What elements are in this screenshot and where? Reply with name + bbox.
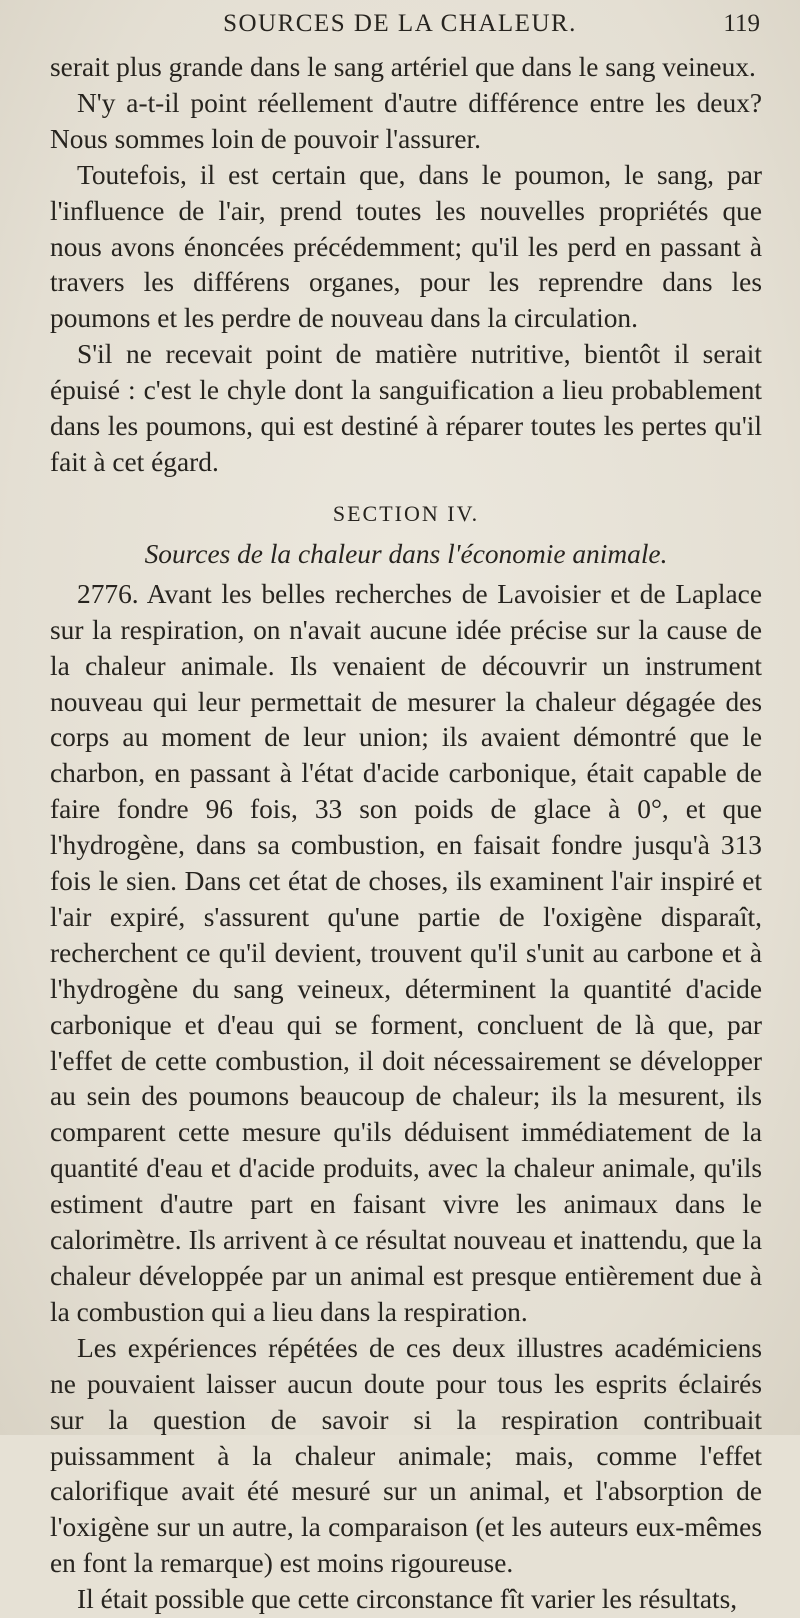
page-number: 119	[723, 10, 760, 37]
paragraph: Les expériences répétées de ces deux illustres académiciens ne pouvaient laisser aucun doute pour tous les esprits éclairés sur la question de savoir si la respiration contribuait puissamment à la chaleur animale; mais, comme l'effet calorifique avait été mesuré sur un animal, et l'absorption de l'oxigène sur un autre, la comparaison (et les auteurs eux-mêmes en font la remarque) est moins rigoureuse.	[50, 1332, 762, 1579]
paragraph: Il était possible que cette circonstance fît varier les résultats,	[77, 1584, 738, 1615]
paragraph: S'il ne recevait point de matière nutritive, bientôt il serait épuisé : c'est le chyle dont la sanguification a lieu probablement dans les poumons, qui est destiné à réparer toutes les pertes qu'il fait à cet égard.	[50, 339, 762, 477]
paragraph: N'y a-t-il point réellement d'autre différence entre les deux? Nous sommes loin de pouvoir l'assurer.	[50, 87, 762, 154]
section-subtitle: Sources de la chaleur dans l'économie animale.	[144, 538, 668, 569]
paragraph: Toutefois, il est certain que, dans le poumon, le sang, par l'influence de l'air, prend toutes les nouvelles propriétés que nous avons énoncées précédemment; qu'il les perd en passant à travers les différens organes, pour les reprendre dans les poumons et les perdre de nouveau dans la circulation.	[50, 159, 762, 334]
running-head	[0, 10, 800, 46]
section-heading: SECTION IV.	[332, 500, 480, 526]
body-text	[50, 50, 762, 1618]
paragraph-2776: 2776. Avant les belles recherches de Lavoisier et de Laplace sur la respiration, on n'avait aucune idée précise sur la cause de la chaleur animale. Ils venaient de découvrir un instrument nouveau qui leur permettait de mesurer la chaleur dégagée des corps au moment de leur union; ils avaient démontré que le charbon, en passant à l'état d'acide carbonique, était capable de faire fondre 96 fois, 33 son poids de glace à 0°, et que l'hydrogène, dans sa combustion, en faisait fondre jusqu'à 313 fois le sien. Dans cet état de choses, ils examinent l'air inspiré et l'air expiré, s'assurent qu'une partie de l'oxigène disparaît, recherchent ce qu'il devient, trouvent qu'il s'unit au carbone et à l'hydrogène du sang veineux, déterminent la quantité d'acide carbonique et d'eau qui se forment, concluent de là que, par l'effet de cette combustion, il doit nécessairement se développer au sein des poumons beaucoup de chaleur; ils la mesurent, ils comparent cette mesure qu'ils déduisent immédiatement de la quantité d'eau et d'acide produits, avec la chaleur animale, qu'ils estiment d'autre part en faisant vivre les animaux dans le calorimètre. Ils arrivent à ce résultat nouveau et inattendu, que la chaleur développée par un animal est presque entièrement due à la combustion qui a lieu dans la respiration.	[50, 578, 762, 1327]
paragraph-continuation: serait plus grande dans le sang artériel que dans le sang veineux.	[50, 52, 756, 82]
running-title: SOURCES DE LA CHALEUR.	[223, 10, 577, 37]
